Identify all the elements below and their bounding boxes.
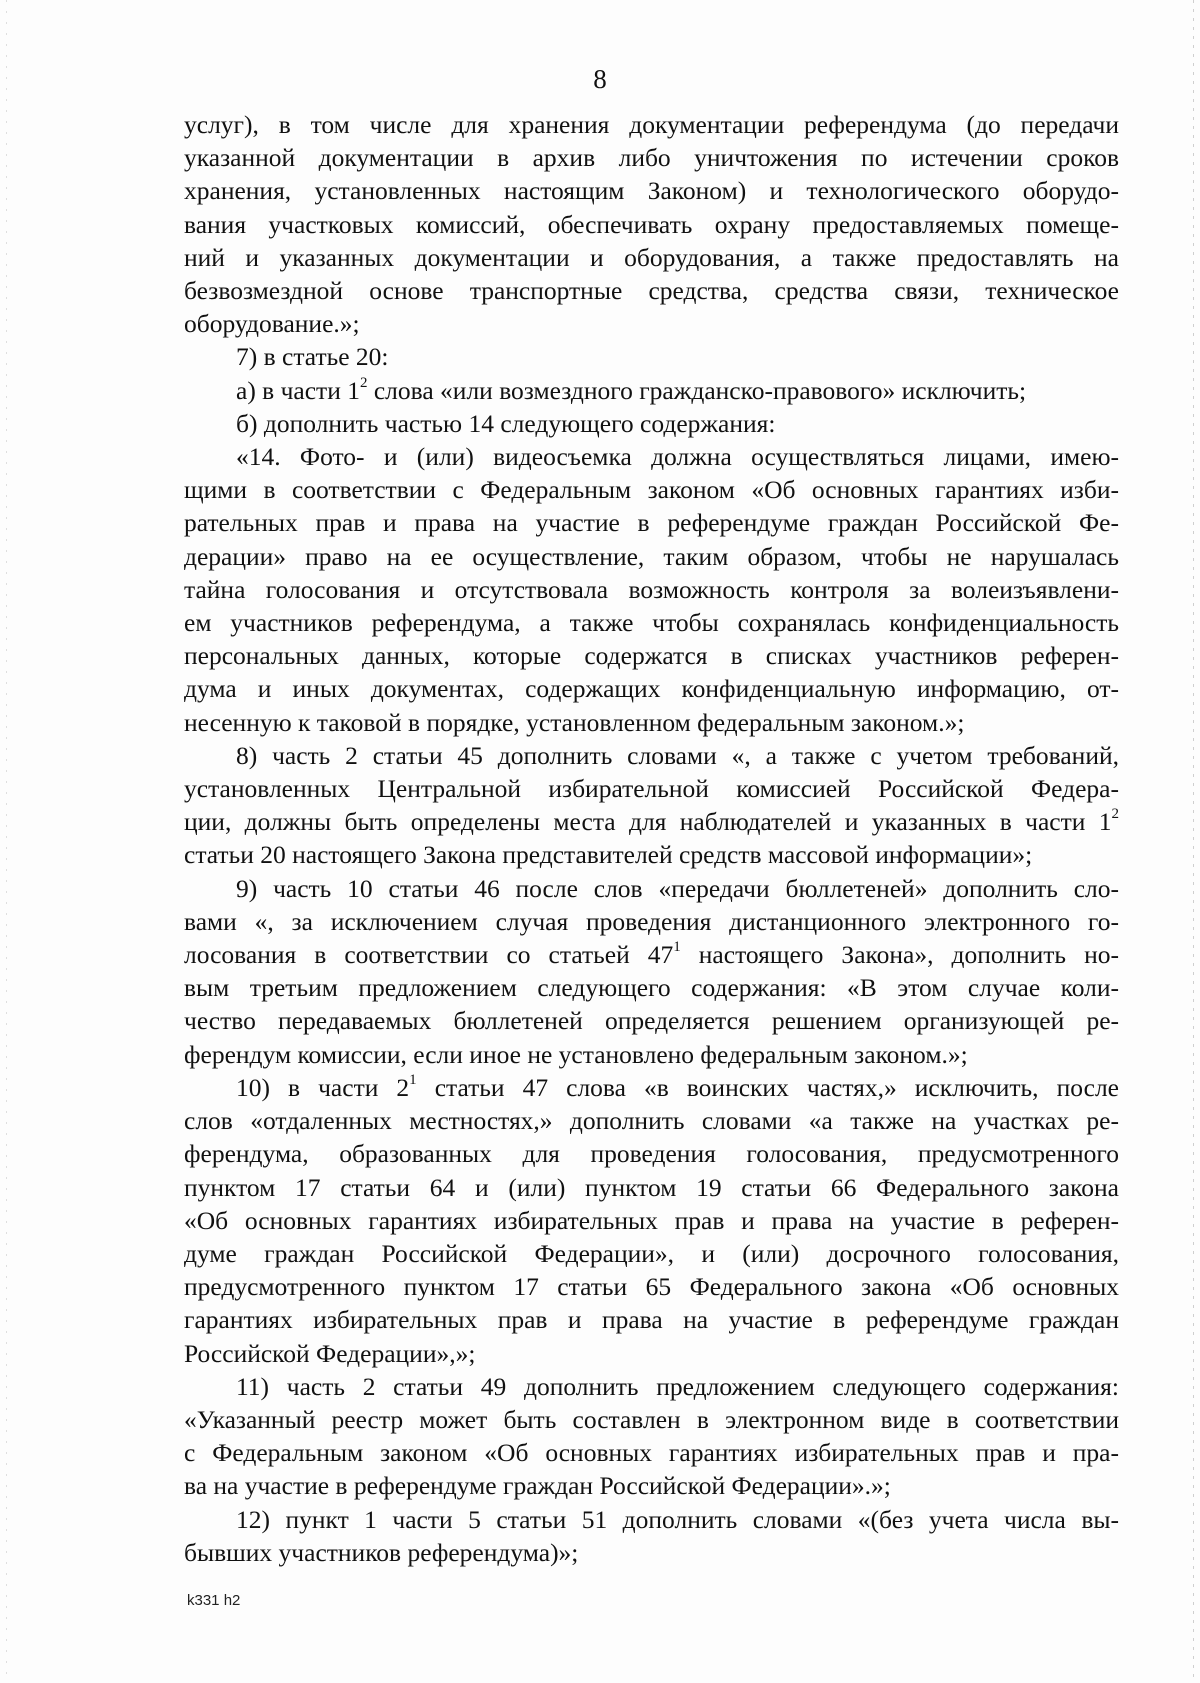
text-line: чество передаваемых бюллетеней определяется решением организующей ре- (184, 1006, 1119, 1036)
text-line: тайна голосования и отсутствовала возможность контроля за волеизъявлени- (184, 574, 1119, 604)
text-line: вым третьим предложением следующего содержания: «В этом случае коли- (184, 973, 1119, 1003)
text-line: 8) часть 2 статьи 45 дополнить словами «, а также с учетом требований, (236, 740, 1119, 770)
paragraph-p8 (184, 1071, 1119, 1370)
document-body (184, 108, 1119, 1569)
paragraph-p1 (184, 108, 1119, 340)
text-line: вания участковых комиссий, обеспечивать охрану предоставляемых помеще- (184, 209, 1119, 239)
text-line: 10) в части $2^1$ статьи 47 слова «в воинских частях,» исключить, после (236, 1071, 1119, 1102)
text-line: ем участников референдума, а также чтобы сохранялась конфиденциальность (184, 608, 1119, 638)
text-line: статьи 20 настоящего Закона представителей средств массовой информации»; (184, 840, 1033, 870)
paragraph-p6 (184, 739, 1119, 872)
text-line: ферендума, образованных для проведения голосования, предусмотренного (184, 1139, 1119, 1169)
text-line: безвозмездной основе транспортные средства, средства связи, техническое (184, 276, 1119, 306)
text-line: предусмотренного пунктом 17 статьи 65 Федерального закона «Об основных (184, 1272, 1119, 1302)
text-line: с Федеральным законом «Об основных гарантиях избирательных прав и пра- (184, 1438, 1119, 1468)
paragraph-p10 (184, 1503, 1119, 1569)
text-line: бывших участников референдума)»; (184, 1537, 579, 1567)
text-line: ции, должны быть определены места для наблюдателей и указанных в части $1^2$ (184, 806, 1119, 837)
superscript-index: 1 (409, 1071, 417, 1088)
superscript-index: 2 (1111, 806, 1119, 823)
text-line: оборудование.»; (184, 309, 360, 339)
text-line: персональных данных, которые содержатся в списках участников референ- (184, 641, 1119, 671)
text-line: ферендум комиссии, если иное не установлено федеральным законом.»; (184, 1039, 968, 1069)
text-line: дерации» право на ее осуществление, таким образом, чтобы не нарушалась (184, 541, 1119, 571)
text-line: слов «отдаленных местностях,» дополнить словами «а также на участках ре- (184, 1106, 1119, 1136)
text-line: «Указанный реестр может быть составлен в электронном виде в соответствии (184, 1404, 1119, 1434)
superscript-index: 1 (673, 939, 681, 956)
text-line: установленных Центральной избирательной комиссией Российской Федера- (184, 774, 1119, 804)
footer-document-code: k331 h2 (187, 1592, 241, 1609)
text-line: лосования в соответствии со статьей $47^1$ настоящего Закона», дополнить но- (184, 939, 1119, 970)
text-line: б) дополнить частью 14 следующего содержания: (236, 408, 776, 438)
text-line: дума и иных документах, содержащих конфиденциальную информацию, от- (184, 674, 1119, 704)
paragraph-p9 (184, 1370, 1119, 1503)
text-line: 9) часть 10 статьи 46 после слов «передачи бюллетеней» дополнить сло- (236, 873, 1119, 903)
text-line: гарантиях избирательных прав и права на участие в референдуме граждан (184, 1305, 1119, 1335)
text-line: услуг), в том числе для хранения документации референдума (до передачи (184, 110, 1119, 139)
text-line: ва на участие в референдуме граждан Российской Федерации».»; (184, 1471, 891, 1501)
text-line: указанной документации в архив либо уничтожения по истечении сроков (184, 143, 1119, 173)
page-number: 8 (593, 64, 607, 94)
text-line: 7) в статье 20: (236, 342, 389, 372)
paragraph-p4 (184, 407, 1119, 440)
text-line: хранения, установленных настоящим Законом) и технологического оборудо- (184, 176, 1119, 206)
scan-edge-left (6, 0, 7, 1683)
scan-edge-right (1193, 0, 1194, 1683)
text-line: ний и указанных документации и оборудования, а также предоставлять на (184, 242, 1119, 272)
text-line: Российской Федерации»,»; (184, 1338, 476, 1368)
text-line: щими в соответствии с Федеральным законом «Об основных гарантиях изби- (184, 475, 1119, 505)
paragraph-p2 (184, 340, 1119, 373)
text-line: «14. Фото- и (или) видеосъемка должна осуществляться лицами, имею- (236, 442, 1119, 472)
text-line: вами «, за исключением случая проведения дистанционного электронного го- (184, 906, 1119, 936)
paragraph-p7 (184, 872, 1119, 1071)
text-line: а) в части $1^2$ слова «или возмездного гражданско-правового» исключить; (236, 374, 1027, 405)
paragraph-p5 (184, 440, 1119, 739)
text-line: пунктом 17 статьи 64 и (или) пунктом 19 статьи 66 Федерального закона (184, 1172, 1119, 1202)
text-line: рательных прав и права на участие в референдуме граждан Российской Фе- (184, 508, 1119, 538)
paragraph-p3 (184, 374, 1119, 407)
text-line: думе граждан Российской Федерации», и (или) досрочного голосования, (184, 1238, 1119, 1268)
text-line: 12) пункт 1 части 5 статьи 51 дополнить словами «(без учета числа вы- (236, 1504, 1119, 1534)
text-line: 11) часть 2 статьи 49 дополнить предложением следующего содержания: (236, 1371, 1119, 1401)
text-line: несенную к таковой в порядке, установленном федеральным законом.»; (184, 707, 965, 737)
superscript-index: 2 (359, 374, 368, 391)
text-line: «Об основных гарантиях избирательных прав и права на участие в референ- (184, 1205, 1119, 1235)
